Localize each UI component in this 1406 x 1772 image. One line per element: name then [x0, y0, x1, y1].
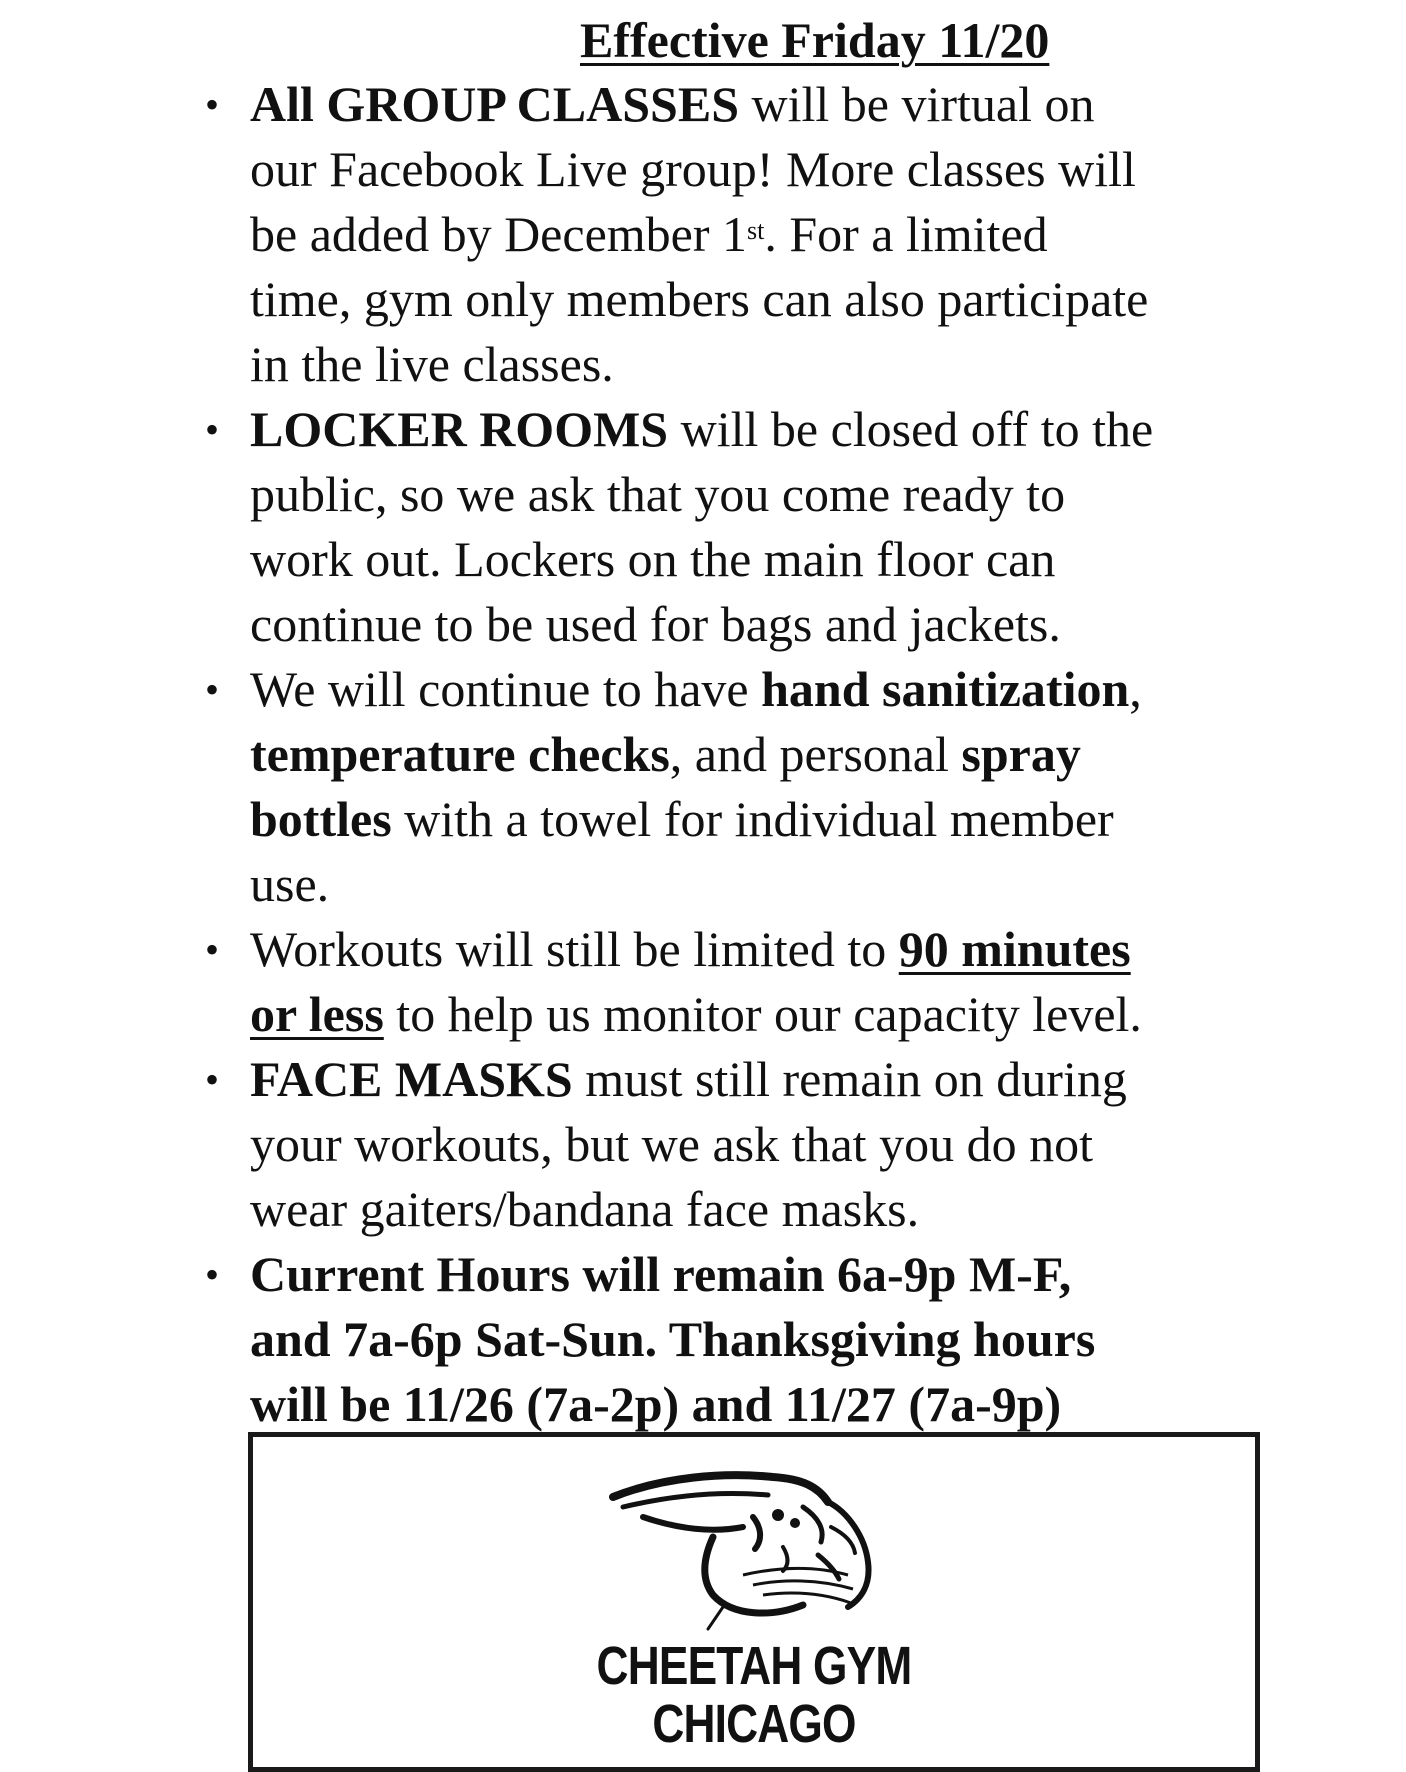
list-item-line [250, 397, 1265, 462]
list-item-line [250, 72, 1265, 137]
list-item-line: Current Hours will remain 6a-9p M-F, [250, 1246, 1072, 1302]
list-item-line: work out. Lockers on the main floor can [250, 531, 1056, 587]
list-item-line [250, 917, 1265, 982]
keyword-hand-sanitization: hand sanitization [761, 661, 1130, 717]
bullet-icon: • [205, 667, 220, 712]
keyword-face-masks: FACE MASKS [250, 1051, 573, 1107]
list-item-text: will be closed off to the [668, 401, 1154, 457]
list-item-locker-rooms [205, 397, 1265, 657]
list-item-text: , and personal [669, 726, 962, 782]
page-title: Effective Friday 11/20 [580, 12, 1050, 68]
list-item-text: We will continue to have [250, 661, 762, 717]
list-item-line [250, 657, 1265, 722]
list-item-group-classes [205, 72, 1265, 397]
keyword-locker-rooms: LOCKER ROOMS [250, 401, 669, 457]
list-item-sanitization [205, 657, 1265, 917]
list-item-hours [205, 1242, 1265, 1437]
list-item-line: your workouts, but we ask that you do not [250, 1116, 1093, 1172]
keyword-group-classes: All GROUP CLASSES [250, 76, 740, 132]
list-item-line: continue to be used for bags and jackets. [250, 596, 1061, 652]
list-item-line: will be 11/26 (7a-2p) and 11/27 (7a-9p) [250, 1376, 1062, 1432]
cheetah-head-icon [603, 1467, 903, 1637]
list-item-line: and 7a-6p Sat-Sun. Thanksgiving hours [250, 1311, 1096, 1367]
ordinal-suffix: st [747, 216, 765, 245]
notice-list [205, 72, 1265, 1437]
bullet-icon: • [205, 927, 220, 972]
list-item-text: Workouts will still be limited to [250, 921, 899, 977]
list-item-text: be added by December 1 [250, 206, 747, 262]
bullet-icon: • [205, 407, 220, 452]
list-item-text: . For a limited [764, 206, 1048, 262]
gym-logo-box [248, 1432, 1260, 1772]
list-item-text: with a towel for individual member [391, 791, 1114, 847]
list-item-line: time, gym only members can also participate [250, 271, 1149, 327]
keyword-spray: spray [961, 726, 1081, 782]
gym-city: CHICAGO [652, 1694, 856, 1754]
list-item-line: our Facebook Live group! More classes will [250, 141, 1136, 197]
list-item-workout-limit [205, 917, 1265, 1047]
bullet-icon: • [205, 1252, 220, 1297]
gym-name: CHEETAH GYM [596, 1636, 912, 1696]
list-item-line: use. [250, 856, 330, 912]
keyword-temperature-checks: temperature checks [250, 726, 670, 782]
list-item-text: will be virtual on [739, 76, 1095, 132]
list-item-text: must still remain on during [572, 1051, 1127, 1107]
list-item-line [250, 202, 1265, 267]
list-item-text: to help us monitor our capacity level. [383, 986, 1142, 1042]
list-item-line [250, 787, 1265, 852]
list-item-line [250, 722, 1265, 787]
list-item-line: public, so we ask that you come ready to [250, 466, 1066, 522]
list-item-line [250, 1047, 1265, 1112]
keyword-or-less: or less [250, 986, 384, 1042]
keyword-90-minutes: 90 minutes [898, 921, 1131, 977]
bullet-icon: • [205, 1057, 220, 1102]
list-item-text: , [1129, 661, 1142, 717]
list-item-face-masks [205, 1047, 1265, 1242]
bullet-icon: • [205, 82, 220, 127]
list-item-line: in the live classes. [250, 336, 614, 392]
keyword-bottles: bottles [250, 791, 392, 847]
list-item-line: wear gaiters/bandana face masks. [250, 1181, 920, 1237]
list-item-line [250, 982, 1265, 1047]
